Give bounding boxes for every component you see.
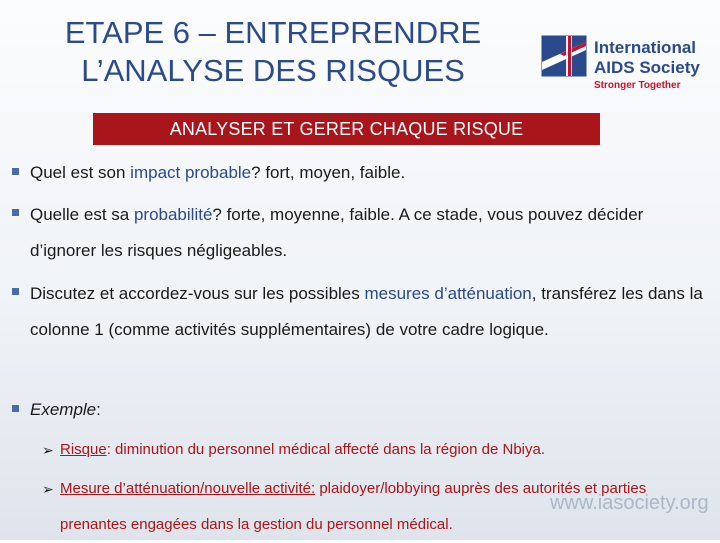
bullet-impact bbox=[12, 156, 712, 190]
sub-bullet-risk bbox=[42, 432, 712, 468]
website-watermark: www.iasociety.org bbox=[550, 492, 709, 514]
logo-wordmark bbox=[594, 38, 700, 78]
ias-logo-icon bbox=[540, 32, 588, 80]
bullet-mitigation bbox=[12, 276, 712, 348]
bullet-text: : bbox=[96, 400, 101, 419]
bullet-square-icon bbox=[12, 168, 19, 175]
sub-bullet-label: Risque bbox=[60, 441, 107, 458]
bullet-text: Quelle est sa bbox=[30, 205, 134, 224]
title-line-2: L’ANALYSE DES RISQUES bbox=[81, 53, 465, 88]
bullet-square-icon bbox=[12, 288, 19, 295]
sub-bullet-text: : diminution du personnel médical affecté dans la région de Nbiya. bbox=[106, 441, 546, 458]
page-title bbox=[28, 14, 518, 90]
logo-line-1: International bbox=[594, 38, 697, 57]
logo-tagline: Stronger Together bbox=[594, 80, 681, 91]
example-label: Exemple bbox=[30, 400, 97, 419]
title-line-1: ETAPE 6 – ENTREPRENDRE bbox=[64, 15, 482, 50]
arrow-bullet-icon: ➢ bbox=[42, 442, 54, 458]
bullet-text: ? fort, moyen, faible. bbox=[251, 163, 406, 182]
bullet-text: , transférez les dans la colonne 1 (comme activités supplémentaires) de votre cadre logique. bbox=[30, 284, 703, 339]
bullet-text: ? forte, moyenne, faible. A ce stade, vous pouvez décider d’ignorer les risques négligeables. bbox=[30, 205, 644, 260]
sub-bullet-label: Mesure d’atténuation/nouvelle activité: bbox=[60, 480, 316, 497]
bullet-example bbox=[12, 393, 712, 427]
logo-line-2: AIDS Society bbox=[594, 58, 700, 77]
bullet-text: Quel est son bbox=[30, 163, 131, 182]
bullet-square-icon bbox=[12, 405, 19, 412]
bullet-probability bbox=[12, 197, 712, 269]
highlight-term: impact probable bbox=[130, 163, 252, 182]
section-banner: ANALYSER ET GERER CHAQUE RISQUE bbox=[93, 113, 600, 145]
highlight-term: probabilité bbox=[133, 205, 213, 224]
ias-logo bbox=[540, 30, 700, 96]
highlight-term: mesures d’atténuation bbox=[364, 284, 532, 303]
bullet-text: Discutez et accordez-vous sur les possibles bbox=[30, 284, 365, 303]
bullet-square-icon bbox=[12, 209, 19, 216]
sub-bullet-text: plaidoyer/lobbying auprès des autorités et parties prenantes engagées dans la gestion du personnel médical. bbox=[60, 480, 647, 533]
arrow-bullet-icon: ➢ bbox=[42, 481, 54, 497]
